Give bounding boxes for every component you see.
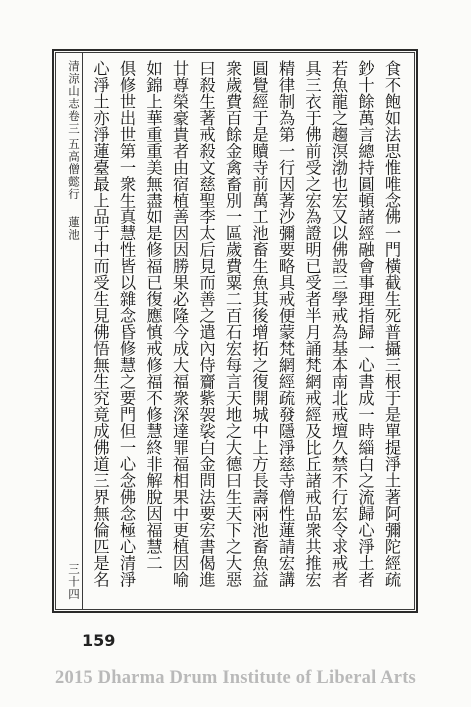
text-column-11: 俱修世出世第一衆生真慧性皆以雜念昏修慧之要門但一心念佛念極心清淨	[117, 60, 136, 588]
text-column-1: 食不飽如法思惟唯念佛一門橫截生死普攝三根于是單提淨土著阿彌陀經疏	[382, 60, 401, 588]
text-column-6: 圓覺經于是贖寺前萬工池畜生魚其後增拓之復開城中上方長壽兩池畜魚益	[249, 60, 269, 588]
text-column-5: 精律制為第一行因著沙彌要略具戒便蒙梵網經疏發隱淨慈寺僧性蓮請宏講	[276, 60, 295, 588]
text-column-9: 廿尊榮豪貴者由宿植善因因勝果必隆今成大福衆深達罪福相果中更植因喻	[170, 60, 189, 588]
section-title: 五高僧懿行	[67, 138, 81, 201]
text-column-2: 鈔十餘萬言總持圓頓諸經融會事理指歸一心書成一時緇白之流歸心淨土者	[355, 60, 375, 588]
watermark: 2015 Dharma Drum Institute of Liberal Arts	[55, 668, 416, 688]
page-number: 159	[82, 631, 116, 650]
text-column-3: 若魚龍之趨溟渤也宏又以佛設三學戒為基本南北戒壇久禁不行宏令求戒者	[329, 60, 348, 588]
text-column-8: 曰殺生著戒殺文慈聖李太后見而善之遣內侍齎紫袈裟白金問法要宏書偈進	[196, 60, 216, 588]
entry-name: 蓮池	[67, 216, 81, 241]
margin-divider	[82, 52, 83, 610]
text-column-4: 具三衣于佛前受之宏為證明已受者半月誦梵網戒經及比丘諸戒品衆共推宏	[302, 60, 322, 588]
text-column-7: 衆歲費百餘金禽畜別一區歲費粟二百石宏每言天地之大德曰生天下之大惡	[223, 60, 242, 588]
body-text	[84, 60, 404, 605]
book-title: 清涼山志卷三	[67, 60, 81, 135]
text-column-12: 心淨土亦淨蓮臺最上品于中而受生見佛悟無生究竟成佛道三界無倫匹是名	[90, 60, 110, 588]
folio-number: 三十四	[67, 563, 81, 601]
text-column-10: 如錦上華重重美無盡如是修福已復應慎戒修福不修慧終非解脫因福慧二	[143, 60, 163, 572]
